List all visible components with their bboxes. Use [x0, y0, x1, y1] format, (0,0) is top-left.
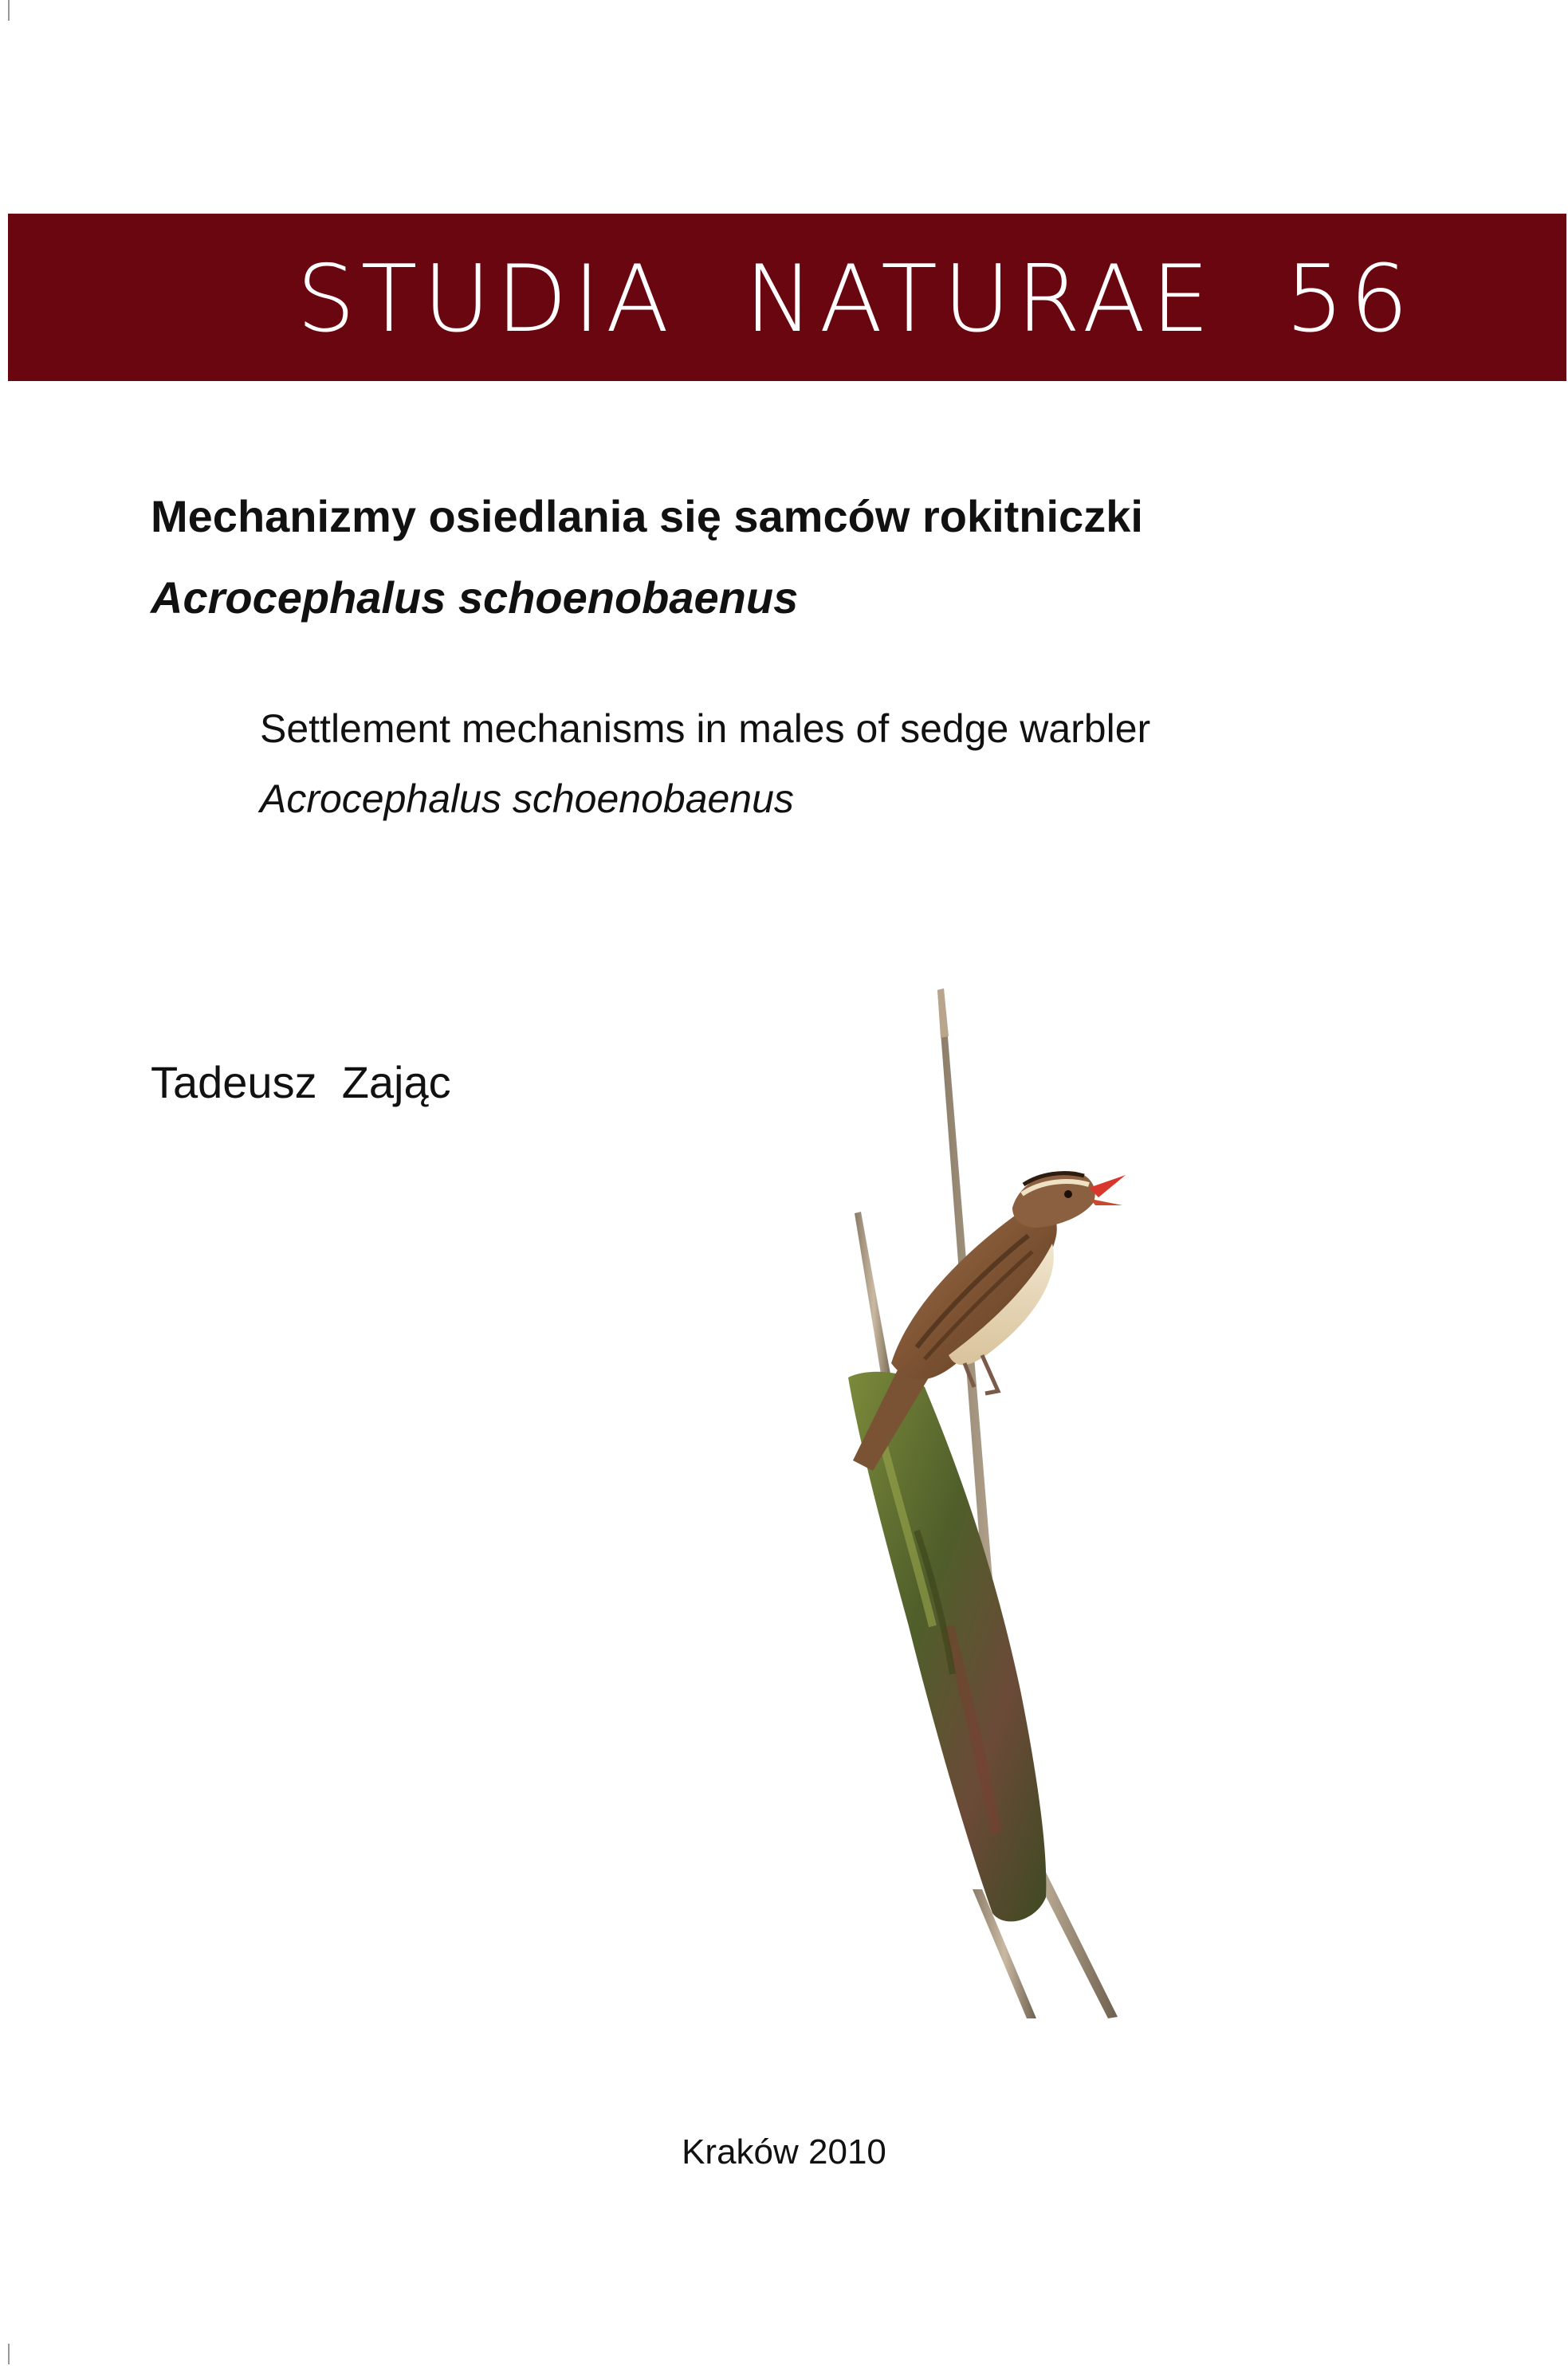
crop-mark-bottom-left: [8, 2344, 10, 2364]
series-band: [8, 214, 1566, 381]
title-english-species: Acrocephalus schoenobaenus: [260, 776, 794, 821]
bird-photo: [797, 973, 1212, 2025]
author-name: Tadeusz Zając: [151, 1057, 451, 1107]
series-title: STUDIA NATURAE 56: [297, 246, 1414, 353]
title-polish: Mechanizmy osiedlania się samców rokitniczki: [151, 491, 1143, 541]
title-english: Settlement mechanisms in males of sedge warbler: [260, 706, 1151, 751]
title-polish-species: Acrocephalus schoenobaenus: [151, 572, 799, 623]
sedge-warbler: [853, 1171, 1126, 1471]
crop-mark-top-left: [8, 0, 10, 21]
place-and-year: Kraków 2010: [682, 2132, 886, 2171]
